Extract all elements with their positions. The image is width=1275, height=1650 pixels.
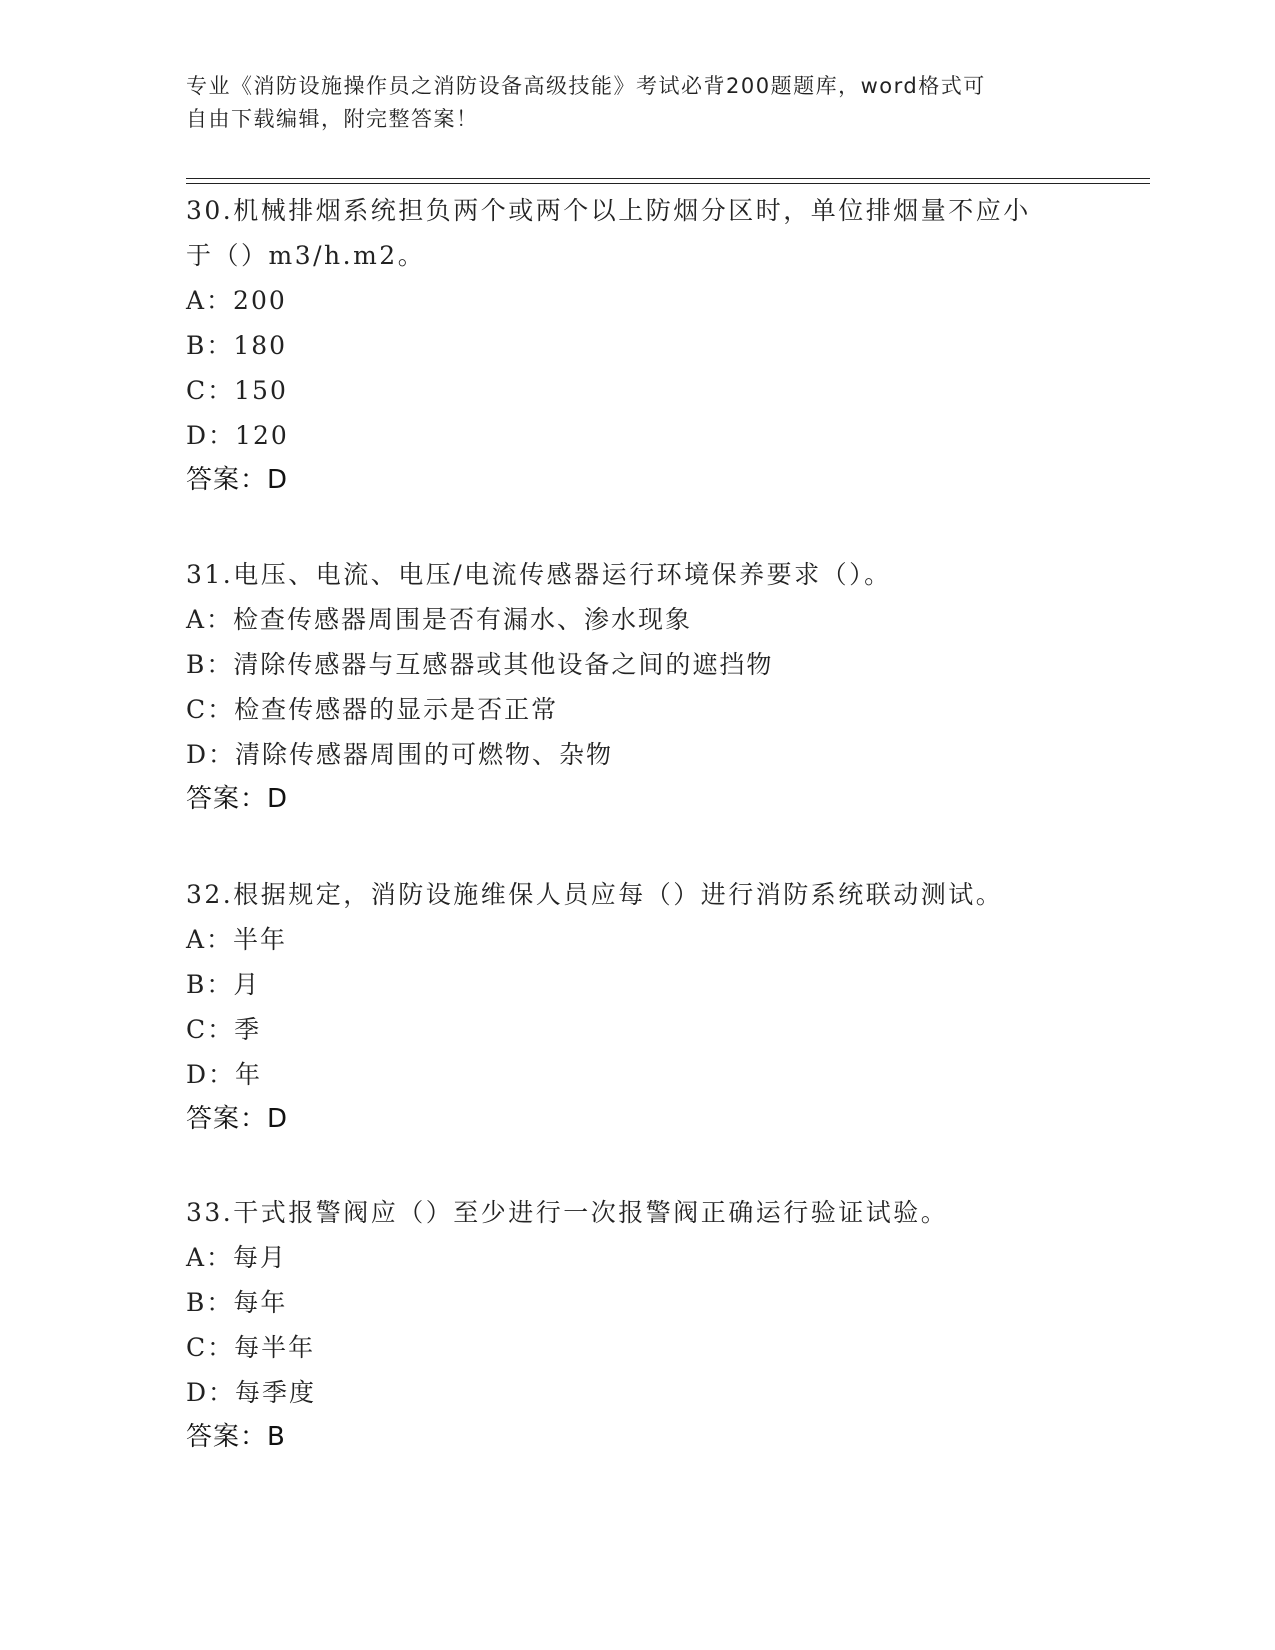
option-b: B：月	[186, 970, 261, 999]
option-d: D：清除传感器周围的可燃物、杂物	[186, 740, 614, 769]
answer: 答案：D	[186, 784, 289, 814]
question-stem: 33.干式报警阀应（）至少进行一次报警阀正确运行验证试验。	[186, 1198, 949, 1227]
question-stem-continued: 于（）m3/h.m2。	[186, 241, 426, 270]
option-b: B：每年	[186, 1288, 288, 1317]
option-a: A：半年	[186, 925, 288, 954]
header-line-2: 自由下载编辑，附完整答案！	[186, 107, 479, 131]
option-d: D：120	[186, 421, 289, 450]
option-a: A：200	[186, 286, 287, 315]
question-31	[186, 552, 1086, 822]
header-divider-top	[186, 178, 1150, 179]
option-b: B：清除传感器与互感器或其他设备之间的遮挡物	[186, 650, 774, 679]
question-stem: 31.电压、电流、电压/电流传感器运行环境保养要求（）。	[186, 560, 892, 589]
question-stem: 32.根据规定，消防设施维保人员应每（）进行消防系统联动测试。	[186, 880, 1004, 909]
option-c: C：每半年	[186, 1333, 316, 1362]
option-b: B：180	[186, 331, 288, 360]
answer: 答案：D	[186, 465, 289, 495]
answer: 答案：D	[186, 1104, 289, 1134]
option-d: D：年	[186, 1060, 263, 1089]
question-30	[186, 188, 1086, 503]
answer: 答案：B	[186, 1422, 286, 1452]
question-33	[186, 1190, 1086, 1460]
document-header	[186, 70, 1066, 136]
option-a: A：检查传感器周围是否有漏水、渗水现象	[186, 605, 693, 634]
option-a: A：每月	[186, 1243, 288, 1272]
option-d: D：每季度	[186, 1378, 317, 1407]
question-32	[186, 872, 1086, 1142]
option-c: C：150	[186, 376, 288, 405]
question-stem: 30.机械排烟系统担负两个或两个以上防烟分区时，单位排烟量不应小	[186, 196, 1031, 225]
header-divider-bottom	[186, 183, 1150, 184]
option-c: C：季	[186, 1015, 262, 1044]
header-line-1: 专业《消防设施操作员之消防设备高级技能》考试必背200题题库，word格式可	[186, 74, 986, 98]
option-c: C：检查传感器的显示是否正常	[186, 695, 559, 724]
